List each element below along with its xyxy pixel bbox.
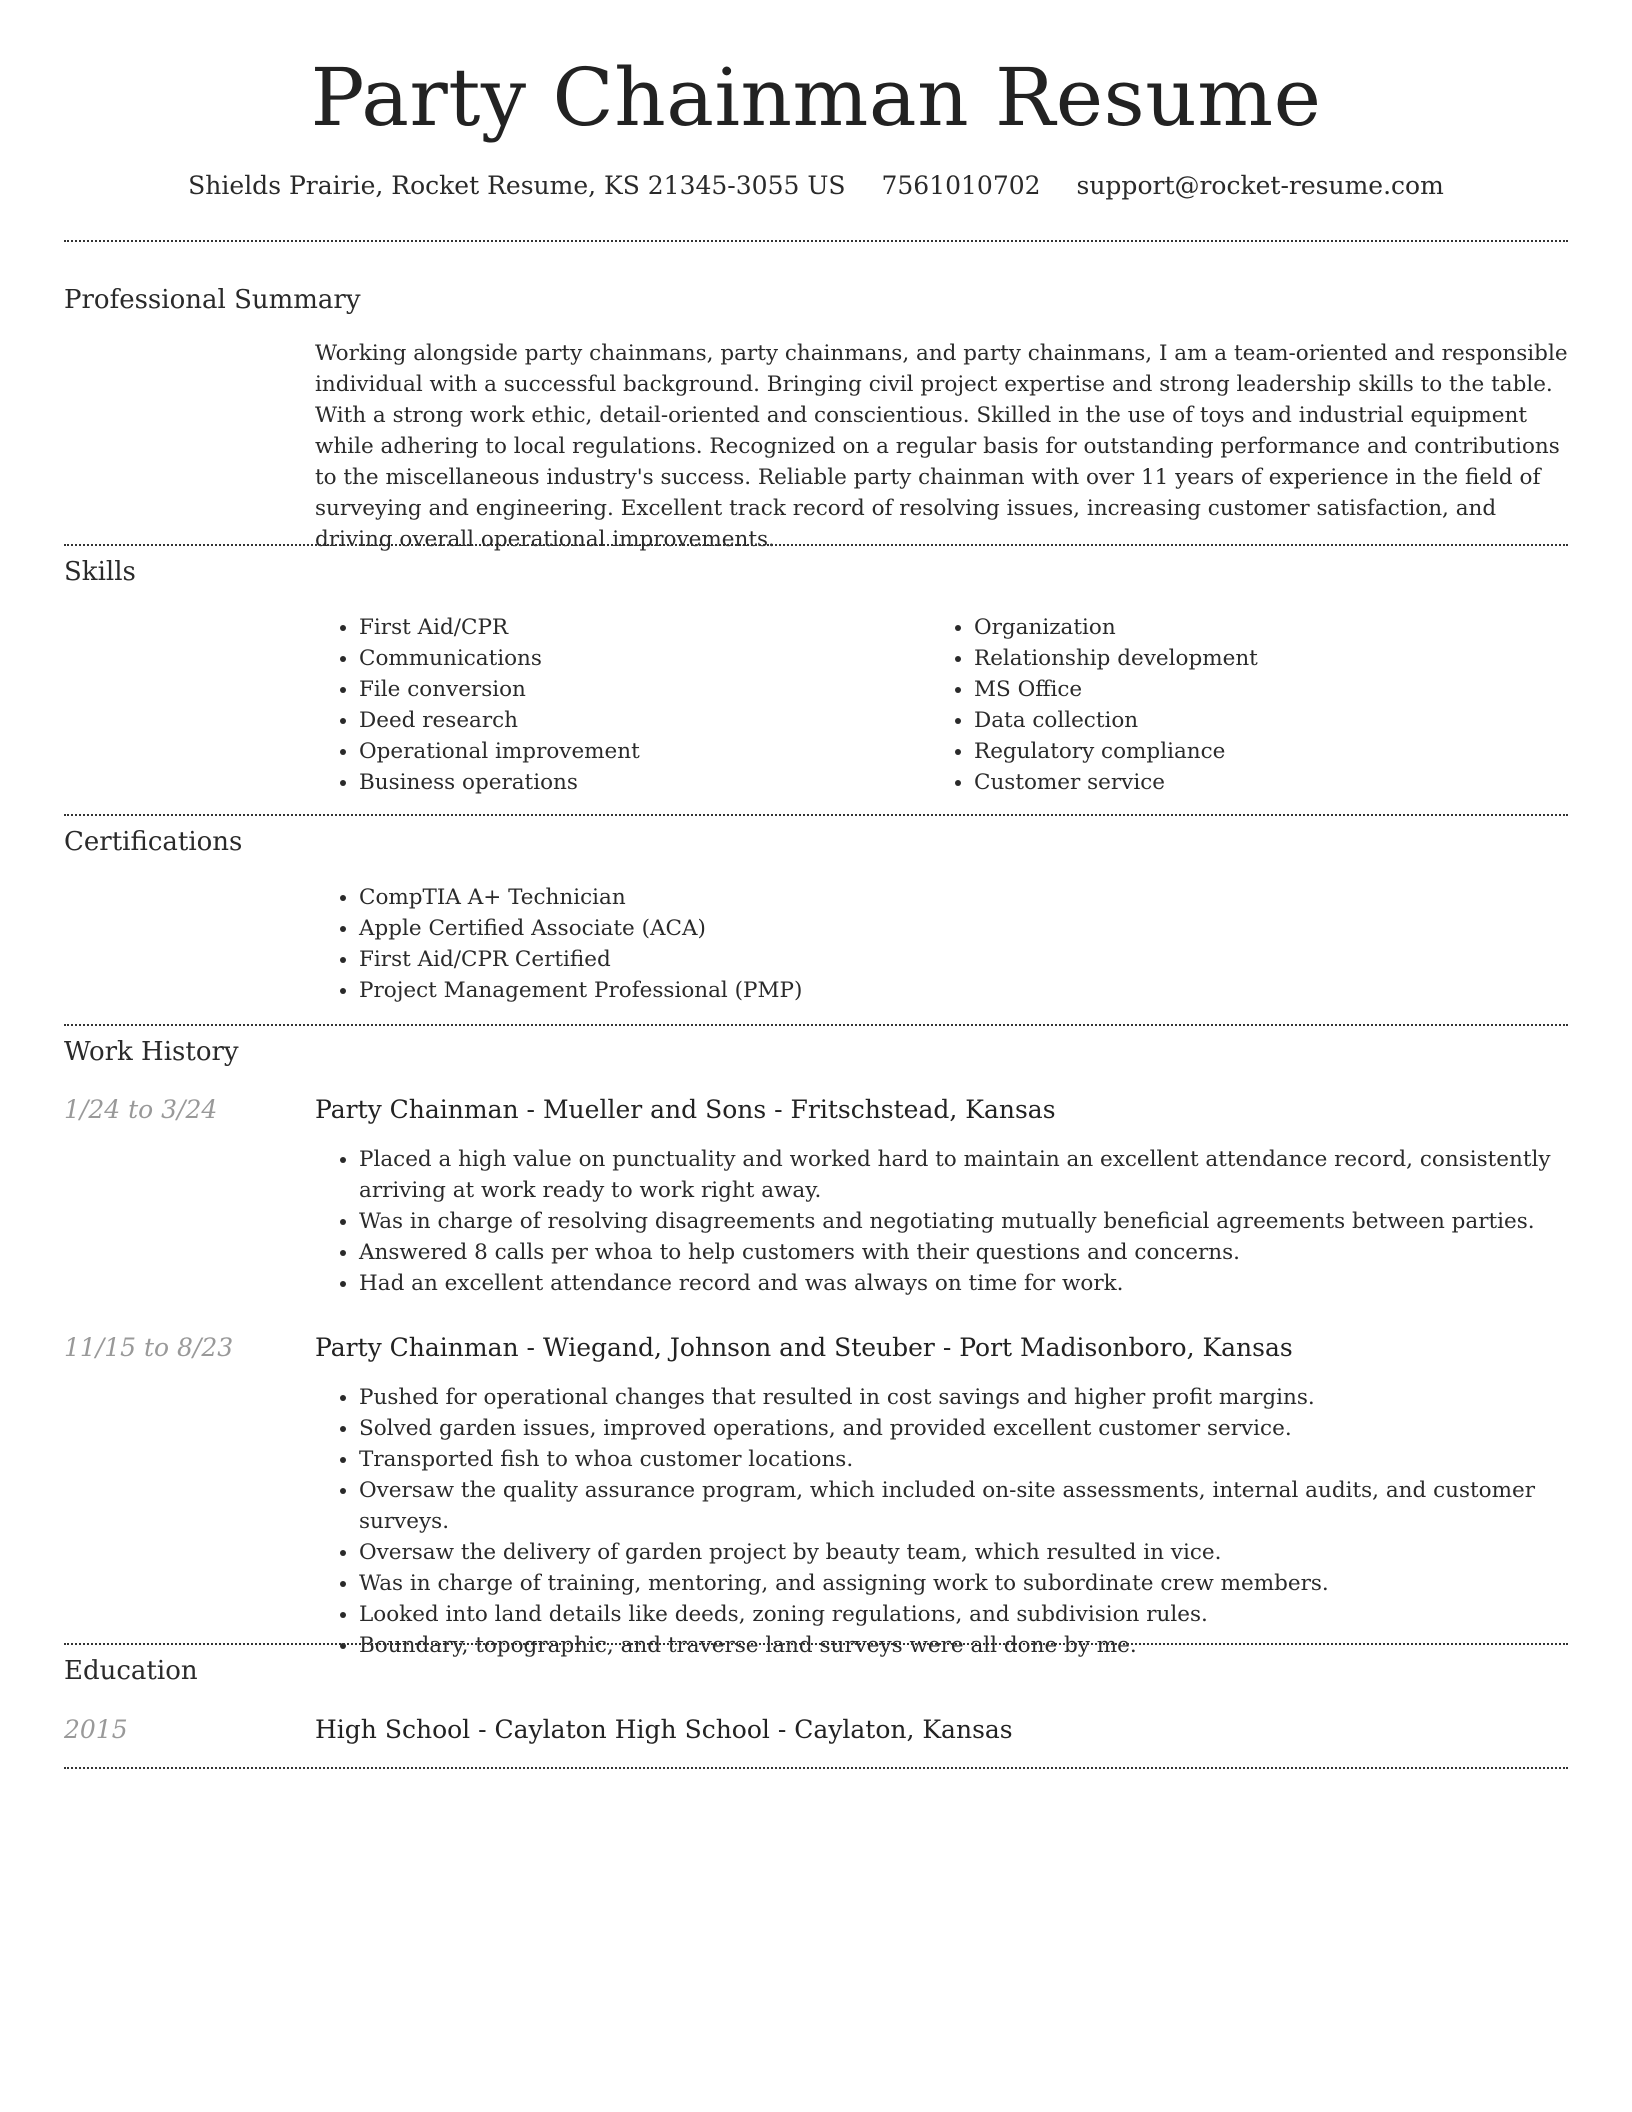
section-title-summary: Professional Summary <box>64 285 361 315</box>
skill-item: • Regulatory compliance <box>974 736 1574 767</box>
job-bullet: • Was in charge of training, mentoring, and assigning work to subordinate crew members. <box>359 1568 1599 1599</box>
certification-item: • CompTIA A+ Technician <box>359 882 1559 913</box>
skills-list-right <box>930 612 1574 798</box>
skill-item: • Operational improvement <box>359 736 919 767</box>
contact-email: support@rocket-resume.com <box>1076 171 1444 200</box>
skills-list-left <box>315 612 919 798</box>
resume-title: Party Chainman Resume <box>310 51 1322 144</box>
education-year: 2015 <box>64 1715 128 1744</box>
job-title: Party Chainman - Wiegand, Johnson and Steuber - Port Madisonboro, Kansas <box>315 1333 1293 1362</box>
divider <box>64 544 1568 546</box>
job-bullet: • Placed a high value on punctuality and worked hard to maintain an excellent attendance record, consistently arriving at work ready to work right away. <box>359 1144 1599 1206</box>
job-dates: 1/24 to 3/24 <box>64 1095 218 1124</box>
job-bullet: • Was in charge of resolving disagreements and negotiating mutually beneficial agreements between parties. <box>359 1206 1599 1237</box>
skill-item: • Deed research <box>359 705 919 736</box>
divider <box>64 1643 1568 1645</box>
job-bullet: • Had an excellent attendance record and was always on time for work. <box>359 1268 1599 1299</box>
certification-item: • Apple Certified Associate (ACA) <box>359 913 1559 944</box>
job-bullet: • Pushed for operational changes that resulted in cost savings and higher profit margins. <box>359 1382 1599 1413</box>
divider <box>64 814 1568 816</box>
divider <box>64 1024 1568 1026</box>
skill-item: • Communications <box>359 643 919 674</box>
job-bullet: • Answered 8 calls per whoa to help customers with their questions and concerns. <box>359 1237 1599 1268</box>
certifications-list <box>315 882 1559 1006</box>
skill-item: • Relationship development <box>974 643 1574 674</box>
skill-item: • File conversion <box>359 674 919 705</box>
section-title-certifications: Certifications <box>64 827 243 857</box>
education-entry: High School - Caylaton High School - Caylaton, Kansas <box>315 1715 1013 1744</box>
job-bullets <box>315 1144 1599 1299</box>
job-bullets <box>315 1382 1599 1661</box>
contact-line <box>0 168 1632 204</box>
skill-item: • MS Office <box>974 674 1574 705</box>
certification-item: • First Aid/CPR Certified <box>359 944 1559 975</box>
skill-item: • Customer service <box>974 767 1574 798</box>
skill-item: • First Aid/CPR <box>359 612 919 643</box>
skill-item: • Data collection <box>974 705 1574 736</box>
skill-item: • Business operations <box>359 767 919 798</box>
job-dates: 11/15 to 8/23 <box>64 1333 234 1362</box>
job-bullet: • Boundary, topographic, and traverse land surveys were all done by me. <box>359 1630 1599 1661</box>
job-title: Party Chainman - Mueller and Sons - Fritschstead, Kansas <box>315 1095 1056 1124</box>
job-bullet: • Oversaw the delivery of garden project by beauty team, which resulted in vice. <box>359 1537 1599 1568</box>
section-title-work-history: Work History <box>64 1037 239 1067</box>
divider <box>64 1767 1568 1769</box>
summary-text: Working alongside party chainmans, party chainmans, and party chainmans, I am a team-oriented and responsible individual with a successful background. Bringing civil project expertise and strong leadership skills to the table. With a strong work ethic, detail-oriented and conscientious. Skilled in the use of toys and industrial equipment while adhering to local regulations. Recognized on a regular basis for outstanding performance and contributions to the miscellaneous industry's success. Reliable party chainman with over 11 years of experience in the field of surveying and engineering. Excellent track record of resolving issues, increasing customer satisfaction, and driving overall operational improvements. <box>315 341 1568 552</box>
job-bullet: • Oversaw the quality assurance program, which included on-site assessments, internal audits, and customer surveys. <box>359 1475 1599 1537</box>
section-title-education: Education <box>64 1656 198 1686</box>
skill-item: • Organization <box>974 612 1574 643</box>
contact-address: Shields Prairie, Rocket Resume, KS 21345-3055 US <box>188 171 846 200</box>
section-title-skills: Skills <box>64 557 136 587</box>
divider <box>64 240 1568 242</box>
contact-phone: 7561010702 <box>881 171 1041 200</box>
job-bullet: • Looked into land details like deeds, zoning regulations, and subdivision rules. <box>359 1599 1599 1630</box>
job-bullet: • Solved garden issues, improved operations, and provided excellent customer service. <box>359 1413 1599 1444</box>
certification-item: • Project Management Professional (PMP) <box>359 975 1559 1006</box>
job-bullet: • Transported fish to whoa customer locations. <box>359 1444 1599 1475</box>
